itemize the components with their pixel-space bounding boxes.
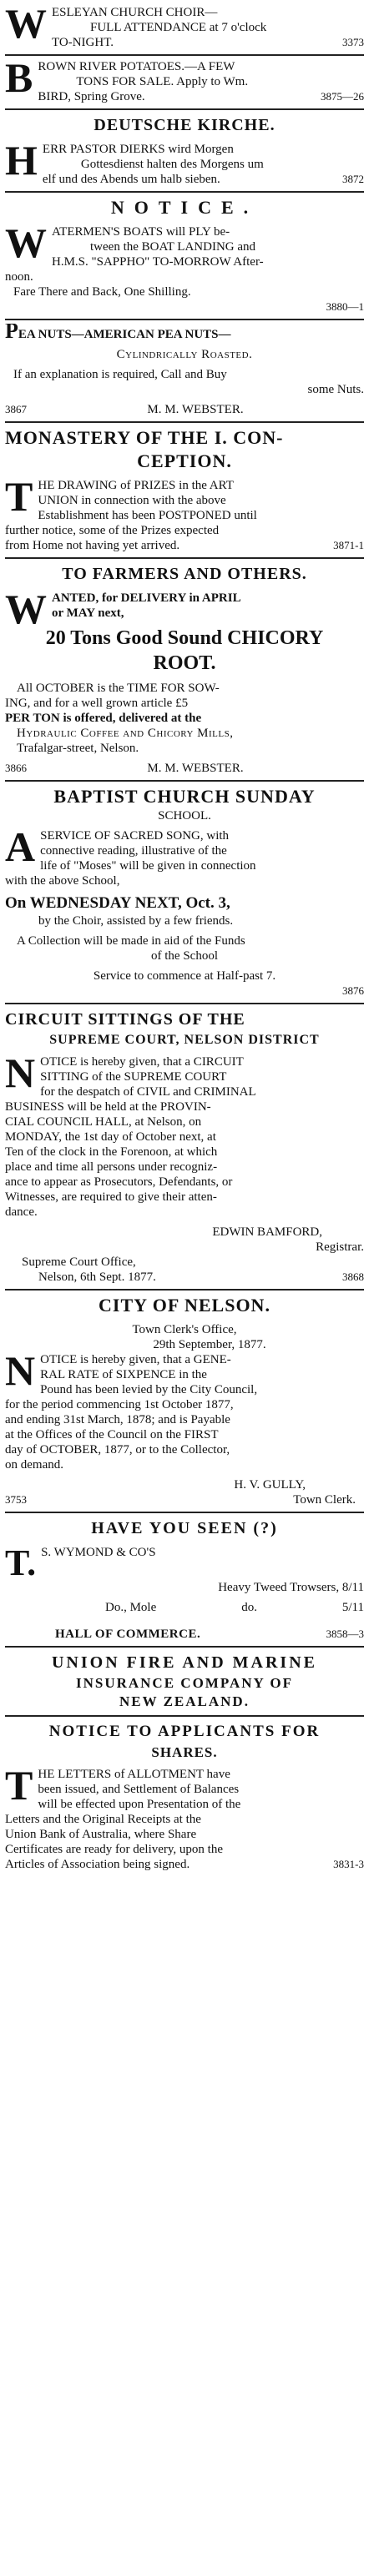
ad-item-price: 5/11	[341, 1601, 364, 1614]
ad-footer	[38, 89, 364, 104]
ad-line: on demand.	[5, 1458, 63, 1472]
ad-pea-nuts	[5, 320, 364, 423]
ad-line: Establishment has been POSTPONED until	[38, 509, 257, 522]
ad-line: CIAL COUNCIL HALL, at Nelson, on	[5, 1115, 202, 1129]
ad-line: ance to appear as Prosecutors, Defendants, or	[5, 1175, 233, 1189]
ad-line: Trafalgar-street, Nelson.	[17, 742, 139, 755]
ad-line: S. WYMOND & CO'S	[41, 1546, 156, 1559]
ad-date: 29th September, 1877.	[153, 1338, 266, 1351]
ad-line: at the Offices of the Council on the FIRST	[5, 1428, 219, 1441]
ad-item: Heavy Tweed Trowsers, 8/11	[218, 1581, 364, 1594]
ad-reference: 3880—1	[326, 300, 364, 313]
drop-cap: N	[5, 1347, 36, 1394]
ad-footer	[5, 1492, 364, 1507]
ad-line: with the above School,	[5, 874, 120, 888]
ad-headline: 20 Tons Good Sound CHICORY	[45, 627, 324, 649]
ad-circuit-court	[5, 1004, 364, 1291]
ad-deutsche-kirche	[5, 110, 364, 193]
ad-line: All OCTOBER is the TIME FOR SOW-	[17, 682, 220, 695]
ad-subtitle: SCHOOL.	[158, 809, 211, 823]
ad-title: DEUTSCHE KIRCHE.	[94, 116, 275, 134]
ad-line: of the School	[151, 949, 218, 963]
ad-line: life of "Moses" will be given in connection	[40, 859, 256, 873]
drop-cap: W	[5, 586, 47, 632]
ad-line: SITTING of the SUPREME COURT	[40, 1070, 227, 1084]
ad-reference: 3831-3	[333, 1858, 364, 1870]
ad-line: and ending 31st March, 1878; and is Payable	[5, 1413, 230, 1426]
ad-line: Pound has been levied by the City Council,	[40, 1383, 258, 1396]
ad-line: Ten of the clock in the Forenoon, at which	[5, 1145, 218, 1159]
ad-footer	[5, 538, 364, 553]
ad-title: MONASTERY OF THE I. CON-	[5, 427, 284, 448]
ad-title: CEPTION.	[137, 450, 232, 471]
ad-line: Union Bank of Australia, where Share	[5, 1828, 197, 1841]
ad-signer: M. M. WEBSTER.	[147, 762, 244, 775]
ad-title: NOTICE TO APPLICANTS FOR	[48, 1723, 321, 1740]
ad-title: BAPTIST CHURCH SUNDAY	[53, 786, 316, 807]
ad-footer	[5, 1857, 364, 1872]
drop-cap: H	[5, 137, 38, 184]
ad-signer-title: Registrar.	[316, 1240, 364, 1254]
ad-line: Hydraulic Coffee and Chicory Mills,	[17, 727, 234, 740]
ad-applicants-shares	[5, 1717, 364, 1876]
ad-line: Witnesses, are required to give their atten-	[5, 1190, 217, 1204]
ad-title: HAVE YOU SEEN (?)	[91, 1519, 278, 1537]
drop-cap: N	[5, 1049, 36, 1096]
ad-line: Gottesdienst halten des Morgens um	[80, 158, 264, 171]
ad-line: been issued, and Settlement of Balances	[38, 1783, 240, 1796]
ad-wymond	[5, 1513, 364, 1648]
drop-cap: T.	[5, 1542, 37, 1583]
ad-line: PER TON is offered, delivered at the	[5, 712, 202, 725]
ad-line: If an explanation is required, Call and Buy	[13, 368, 227, 381]
ad-item-ditto: do.	[241, 1601, 257, 1614]
ad-reference: 3858—3	[326, 1628, 364, 1640]
ad-footer	[5, 761, 364, 776]
drop-cap: P	[5, 324, 18, 342]
ad-line: dance.	[5, 1205, 38, 1219]
drop-cap: T	[5, 473, 33, 520]
ad-title: UNION FIRE AND MARINE	[51, 1653, 317, 1672]
ad-title: SHARES.	[151, 1744, 218, 1760]
ad-title: INSURANCE COMPANY OF	[75, 1675, 294, 1691]
ad-line: Letters and the Original Receipts at the	[5, 1813, 201, 1826]
ad-title: NOTICE.	[110, 197, 259, 218]
ad-line: OTICE is hereby given, that a CIRCUIT	[40, 1055, 244, 1069]
ad-line: from Home not having yet arrived.	[5, 539, 180, 552]
ad-line: ESLEYAN CHURCH CHOIR—	[52, 6, 218, 19]
ad-title: NEW ZEALAND.	[119, 1693, 250, 1709]
ad-signer: M. M. WEBSTER.	[147, 403, 244, 416]
ad-monastery	[5, 423, 364, 559]
ad-title: CITY OF NELSON.	[99, 1295, 270, 1316]
ad-line: will be effected upon Presentation of the	[38, 1798, 241, 1811]
ad-line: for the despatch of CIVIL and CRIMINAL	[40, 1085, 256, 1099]
ad-line: ROWN RIVER POTATOES.—A FEW	[38, 60, 235, 73]
ad-footer	[43, 172, 364, 187]
ad-union-insurance	[5, 1648, 364, 1717]
ad-line: day of OCTOBER, 1877, or to the Collector,	[5, 1443, 230, 1457]
ad-notice-boats	[5, 193, 364, 320]
ad-line: ING, and for a well grown article £5	[5, 697, 189, 710]
ad-line: TO-NIGHT.	[52, 36, 114, 49]
ad-headline-text: EA NUTS—AMERICAN PEA NUTS—	[18, 328, 231, 341]
drop-cap: W	[5, 2, 47, 47]
ad-line: ATERMEN'S BOATS will PLY be-	[52, 225, 230, 239]
ad-headline: ROOT.	[153, 652, 216, 674]
ad-line: A Collection will be made in aid of the Funds	[17, 934, 245, 948]
ad-reference: 3866	[5, 762, 27, 774]
ad-signer: H. V. GULLY,	[234, 1478, 306, 1492]
ad-line: Supreme Court Office,	[22, 1255, 136, 1269]
ad-title: SUPREME COURT, NELSON DISTRICT	[49, 1033, 320, 1047]
ad-line: Articles of Association being signed.	[5, 1858, 190, 1871]
ad-line: H.M.S. "SAPPHO" TO-MORROW After-	[52, 255, 264, 269]
ad-line: UNION in connection with the above	[38, 494, 226, 507]
ad-item	[5, 1600, 364, 1615]
ad-line: BUSINESS will be held at the PROVIN-	[5, 1100, 211, 1114]
ad-line: SERVICE OF SACRED SONG, with	[40, 829, 230, 843]
ad-line: noon.	[5, 270, 33, 284]
ad-reference: 3868	[342, 1270, 364, 1283]
ad-line: some Nuts.	[307, 383, 364, 396]
ad-line: RAL RATE of SIXPENCE in the	[40, 1368, 207, 1381]
ad-footer	[52, 35, 364, 50]
ad-potatoes	[5, 56, 364, 110]
ad-farmers	[5, 559, 364, 782]
ad-fare: Fare There and Back, One Shilling.	[13, 285, 191, 299]
drop-cap: B	[5, 56, 33, 101]
ad-line: HE LETTERS of ALLOTMENT have	[38, 1768, 230, 1781]
ad-reference: 3867	[5, 403, 27, 415]
ad-title: CIRCUIT SITTINGS OF THE	[5, 1010, 245, 1029]
ad-footer	[5, 402, 364, 417]
ad-item-name: Do., Mole	[105, 1601, 157, 1614]
ad-line: by the Choir, assisted by a few friends.	[38, 914, 234, 928]
ad-headline	[5, 324, 364, 342]
ad-line: place and time all persons under recogniz-	[5, 1160, 218, 1174]
ad-footer	[5, 1627, 364, 1642]
ad-line: further notice, some of the Prizes expected	[5, 524, 220, 537]
ad-subtitle: Cylindrically Roasted.	[116, 348, 253, 361]
ad-footer	[5, 1270, 364, 1285]
ad-date: On WEDNESDAY NEXT, Oct. 3,	[5, 894, 230, 912]
ad-line: elf und des Abends um halb sieben.	[42, 173, 220, 186]
ad-city-of-nelson	[5, 1291, 364, 1513]
ad-line: TONS FOR SALE. Apply to Wm.	[76, 75, 249, 88]
ad-line: Service to commence at Half-past 7.	[93, 969, 276, 983]
ad-line: ERR PASTOR DIERKS wird Morgen	[42, 143, 234, 156]
ad-line: OTICE is hereby given, that a GENE-	[40, 1353, 231, 1366]
ad-reference: 3373	[342, 36, 364, 48]
ad-reference: 3875—26	[321, 90, 364, 103]
drop-cap: W	[5, 219, 47, 266]
ad-line: Certificates are ready for delivery, upon the	[5, 1843, 223, 1856]
ad-line: HALL OF COMMERCE.	[55, 1628, 201, 1641]
ad-line: MONDAY, the 1st day of October next, at	[5, 1130, 216, 1144]
ad-line: or MAY next,	[52, 606, 124, 620]
ad-line: connective reading, illustrative of the	[40, 844, 227, 858]
ad-baptist-school	[5, 782, 364, 1004]
ad-reference: 3872	[342, 173, 364, 185]
ad-line: Town Clerk's Office,	[132, 1323, 237, 1336]
ad-line: for the period commencing 1st October 1877,	[5, 1398, 234, 1411]
ad-line: ANTED, for DELIVERY in APRIL	[52, 591, 241, 605]
ad-signer-title: Town Clerk.	[293, 1493, 356, 1507]
ad-reference: 3871-1	[333, 539, 364, 551]
ad-reference: 3753	[5, 1493, 27, 1506]
ad-wesleyan-choir	[5, 2, 364, 56]
ad-line: tween the BOAT LANDING and	[90, 240, 256, 254]
ad-title: TO FARMERS AND OTHERS.	[62, 565, 307, 583]
ad-signer: EDWIN BAMFORD,	[212, 1225, 322, 1239]
ad-date: Nelson, 6th Sept. 1877.	[38, 1270, 156, 1284]
ad-line: FULL ATTENDANCE at 7 o'clock	[90, 21, 267, 34]
ad-line: HE DRAWING of PRIZES in the ART	[38, 479, 234, 492]
ad-reference: 3876	[342, 984, 364, 997]
drop-cap: T	[5, 1762, 33, 1809]
ad-line: BIRD, Spring Grove.	[38, 90, 145, 103]
drop-cap: A	[5, 823, 36, 870]
